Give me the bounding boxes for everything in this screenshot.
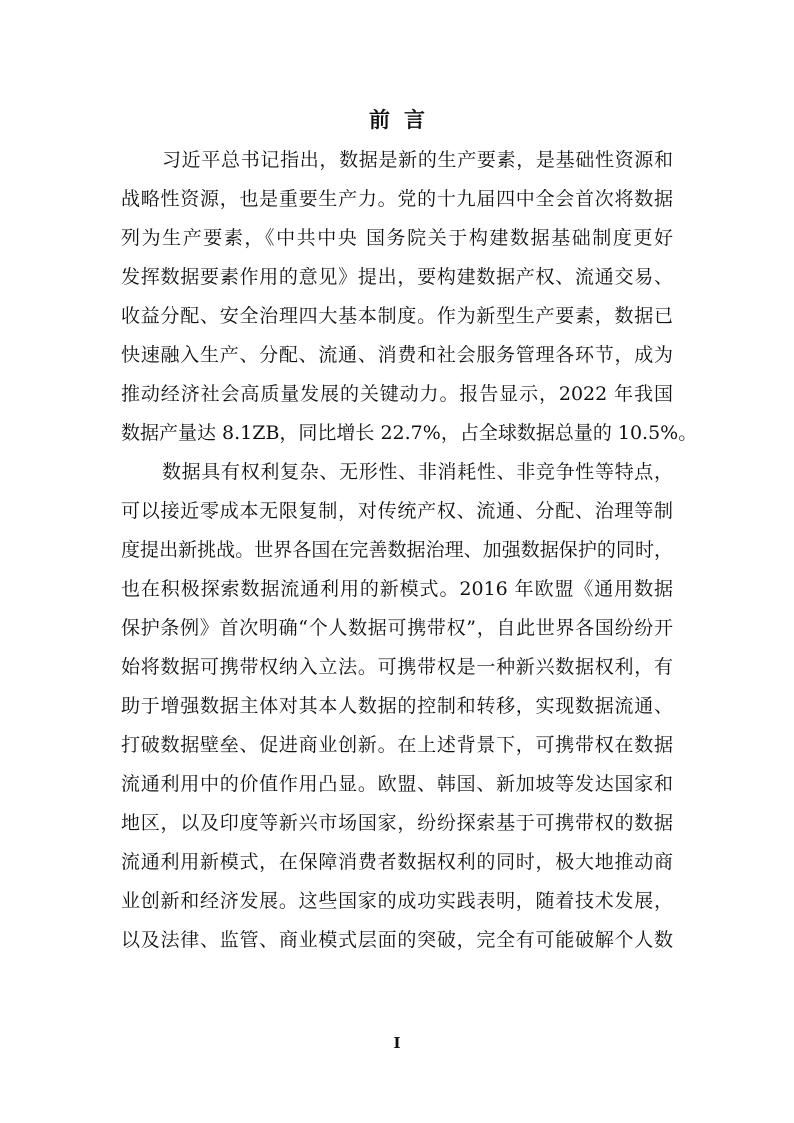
text-line: 收益分配、安全治理四大基本制度。作为新型生产要素，数据已 — [121, 305, 673, 327]
text-line: 也在积极探索数据流通利用的新模式。2016 年欧盟《通用数据 — [121, 578, 673, 600]
text-line: 发挥数据要素作用的意见》提出，要构建数据产权、流通交易、 — [121, 266, 673, 288]
text-line: 度提出新挑战。世界各国在完善数据治理、加强数据保护的同时， — [121, 539, 673, 561]
text-line: 流通利用新模式，在保障消费者数据权利的同时，极大地推动商 — [121, 851, 673, 873]
page-title: 前言 — [369, 107, 439, 132]
text-line: 流通利用中的价值作用凸显。欧盟、韩国、新加坡等发达国家和 — [121, 773, 673, 795]
page-number: I — [393, 1034, 401, 1052]
paragraph — [121, 453, 673, 960]
text-line: 始将数据可携带权纳入立法。可携带权是一种新兴数据权利，有 — [121, 656, 673, 678]
text-line: 数据具有权利复杂、无形性、非消耗性、非竞争性等特点， — [162, 461, 673, 483]
text-line: 可以接近零成本无限复制，对传统产权、流通、分配、治理等制 — [121, 500, 673, 522]
text-line: 地区，以及印度等新兴市场国家，纷纷探索基于可携带权的数据 — [121, 812, 673, 834]
text-line: 战略性资源，也是重要生产力。党的十九届四中全会首次将数据 — [121, 188, 673, 210]
document-body — [121, 141, 698, 960]
text-line: 以及法律、监管、商业模式层面的突破，完全有可能破解个人数 — [121, 929, 673, 951]
paragraph — [121, 141, 698, 453]
text-line: 推动经济社会高质量发展的关键动力。报告显示，2022 年我国 — [121, 383, 673, 405]
text-line: 业创新和经济发展。这些国家的成功实践表明，随着技术发展， — [121, 890, 673, 912]
text-line: 数据产量达 8.1ZB，同比增长 22.7%，占全球数据总量的 10.5%。 — [121, 422, 698, 444]
text-line: 打破数据壁垒、促进商业创新。在上述背景下，可携带权在数据 — [121, 734, 673, 756]
text-line: 列为生产要素，《中共中央 国务院关于构建数据基础制度更好 — [121, 227, 673, 249]
text-line: 保护条例》首次明确“个人数据可携带权”，自此世界各国纷纷开 — [121, 617, 673, 639]
text-line: 助于增强数据主体对其本人数据的控制和转移，实现数据流通、 — [121, 695, 673, 717]
text-line: 快速融入生产、分配、流通、消费和社会服务管理各环节，成为 — [121, 344, 673, 366]
text-line: 习近平总书记指出，数据是新的生产要素，是基础性资源和 — [162, 149, 673, 171]
